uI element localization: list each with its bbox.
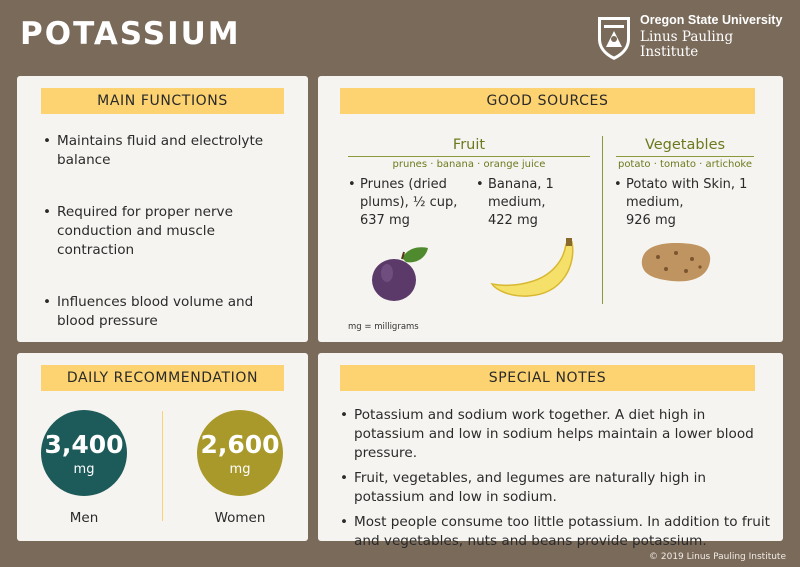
- copyright: © 2019 Linus Pauling Institute: [649, 552, 786, 562]
- logo-university-name: Oregon State University: [640, 13, 783, 28]
- food-item-prunes: [348, 176, 458, 230]
- list-item: • Most people consume too little potassium. In addition to fruit and vegetables, nuts and beans provide potassium.: [340, 513, 770, 551]
- main-functions-list: [43, 132, 293, 364]
- fruit-examples: prunes · banana · orange juice: [392, 159, 546, 170]
- women-label: Women: [214, 510, 266, 526]
- special-notes-card: [318, 353, 783, 549]
- osu-seal-icon: [594, 13, 634, 61]
- potato-icon: [636, 239, 716, 285]
- list-item: • Potassium and sodium work together. A diet high in potassium and low in sodium helps maintain a lower blood pressure.: [340, 406, 770, 463]
- footnote: mg = milligrams: [348, 322, 419, 332]
- daily-recommendation-card: [17, 353, 308, 541]
- men-label: Men: [69, 510, 99, 526]
- good-sources-card: [318, 76, 783, 342]
- food-name: Potato with Skin, 1 medium,: [626, 177, 748, 210]
- special-notes-heading: SPECIAL NOTES: [340, 365, 755, 391]
- vegetables-underline: [616, 156, 754, 157]
- men-value-circle: [41, 410, 127, 496]
- column-divider: [602, 136, 603, 304]
- daily-divider: [162, 411, 163, 521]
- men-unit: mg: [73, 462, 95, 477]
- page-title: POTASSIUM: [20, 16, 241, 52]
- men-value: 3,400: [44, 430, 124, 459]
- food-item-potato: [614, 176, 754, 230]
- fruit-underline: [348, 156, 590, 157]
- list-item: • Maintains fluid and electrolyte balance: [43, 132, 293, 170]
- food-name: Prunes (dried plums), ½ cup,: [360, 177, 458, 210]
- list-item: • Fruit, vegetables, and legumes are naturally high in potassium and low in sodium.: [340, 469, 770, 507]
- main-functions-heading: MAIN FUNCTIONS: [41, 88, 284, 114]
- food-amount: 926 mg: [626, 213, 676, 228]
- special-notes-list: [340, 406, 770, 557]
- list-item: • Influences blood volume and blood pressure: [43, 293, 293, 331]
- food-item-banana: [476, 176, 566, 230]
- vegetables-examples: potato · tomato · artichoke: [617, 159, 753, 170]
- women-value-circle: [197, 410, 283, 496]
- fruit-heading: Fruit: [452, 137, 486, 153]
- food-amount: 422 mg: [488, 213, 538, 228]
- osu-lpi-logo: [594, 12, 790, 62]
- women-value: 2,600: [200, 430, 280, 459]
- food-name: Banana, 1 medium,: [488, 177, 554, 210]
- good-sources-heading: GOOD SOURCES: [340, 88, 755, 114]
- vegetables-heading: Vegetables: [644, 137, 726, 153]
- plum-icon: [368, 242, 436, 304]
- food-amount: 637 mg: [360, 213, 410, 228]
- main-functions-card: [17, 76, 308, 342]
- banana-icon: [488, 238, 578, 302]
- daily-recommendation-heading: DAILY RECOMMENDATION: [41, 365, 284, 391]
- list-item: • Required for proper nerve conduction and muscle contraction: [43, 203, 293, 260]
- logo-institute-name: Linus Pauling Institute: [640, 29, 734, 60]
- women-unit: mg: [229, 462, 251, 477]
